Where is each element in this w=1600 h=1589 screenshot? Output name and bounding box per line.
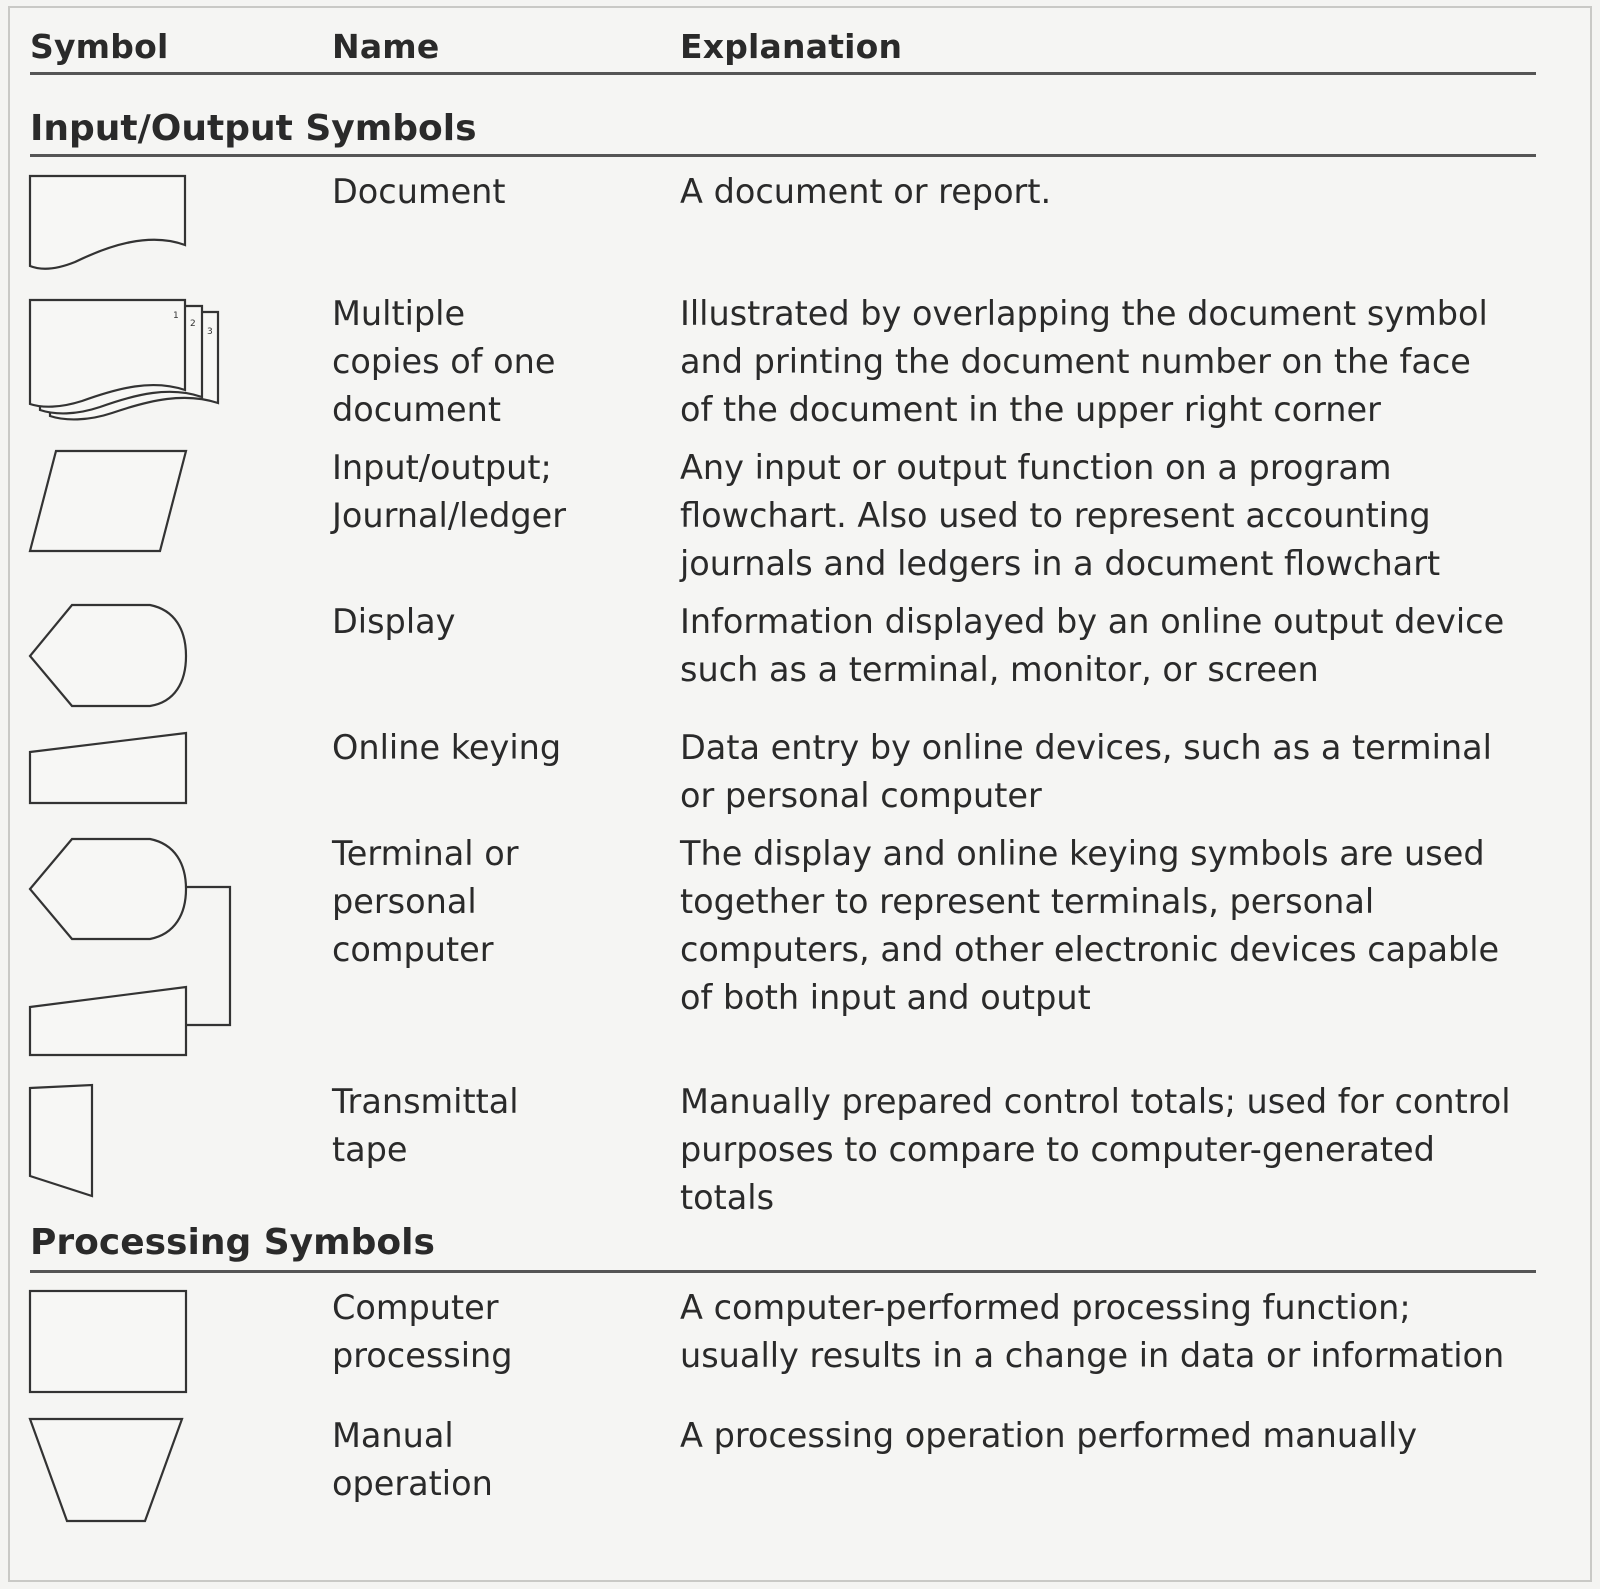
computer-processing-symbol-icon <box>30 1291 186 1392</box>
row-explanation-multiple-copies: Illustrated by overlapping the document symbol and printing the document number on the face of the document in the upper right corner <box>680 294 1488 429</box>
row-explanation-input-output: Any input or output function on a program flowchart. Also used to represent accounting journals and ledgers in a document flowchart <box>680 448 1441 583</box>
row-name-computer-processing: Computer processing <box>332 1288 513 1375</box>
multiple-copies-symbol-icon <box>30 300 218 419</box>
row-name-document: Document <box>332 172 506 211</box>
document-symbol-icon <box>30 176 185 269</box>
header-symbol: Symbol <box>30 27 169 66</box>
row-explanation-display: Information displayed by an online output device such as a terminal, monitor, or screen <box>680 602 1505 689</box>
copy-number-3: 3 <box>207 327 213 337</box>
row-explanation-document: A document or report. <box>680 172 1052 211</box>
header-name: Name <box>332 27 440 66</box>
row-explanation-terminal: The display and online keying symbols are used together to represent terminals, personal computers, and other electronic devices capable of both input and output <box>680 834 1500 1017</box>
row-name-display: Display <box>332 602 456 641</box>
terminal-symbol-icon <box>30 839 230 1055</box>
row-name-multiple-copies: Multiple copies of one document <box>332 294 556 429</box>
row-explanation-transmittal-tape: Manually prepared control totals; used for control purposes to compare to computer-generated totals <box>680 1082 1511 1217</box>
row-name-input-output: Input/output; Journal/ledger <box>332 448 566 535</box>
transmittal-tape-symbol-icon <box>30 1085 92 1196</box>
header-explanation: Explanation <box>680 27 903 66</box>
row-name-terminal: Terminal or personal computer <box>332 834 519 969</box>
row-name-manual-operation: Manual operation <box>332 1416 493 1503</box>
copy-number-2: 2 <box>190 319 196 329</box>
row-name-online-keying: Online keying <box>332 728 562 767</box>
copy-number-1: 1 <box>173 311 179 321</box>
section-title-input-output: Input/Output Symbols <box>30 108 477 149</box>
row-name-transmittal-tape: Transmittal tape <box>332 1082 519 1169</box>
display-symbol-icon <box>30 605 186 706</box>
row-explanation-computer-processing: A computer-performed processing function; usually results in a change in data or information <box>680 1288 1505 1375</box>
section-title-processing: Processing Symbols <box>30 1222 435 1263</box>
row-explanation-online-keying: Data entry by online devices, such as a terminal or personal computer <box>680 728 1492 815</box>
row-explanation-manual-operation: A processing operation performed manually <box>680 1416 1418 1455</box>
manual-operation-symbol-icon <box>30 1419 182 1521</box>
online-keying-symbol-icon <box>30 733 186 803</box>
input-output-symbol-icon <box>30 451 186 551</box>
